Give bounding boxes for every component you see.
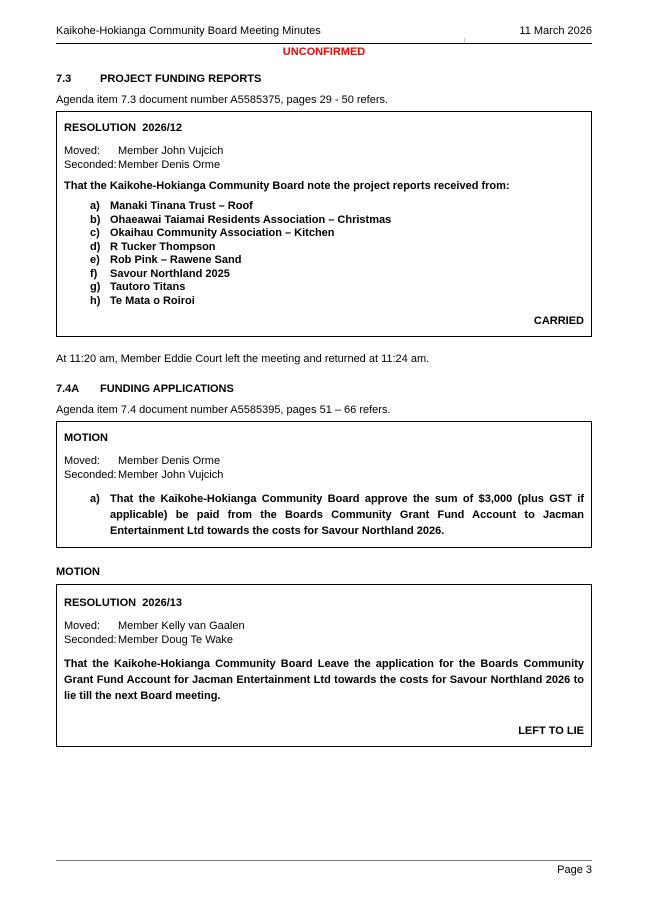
motion-clause-text: That the Kaikohe-Hokianga Community Board approve the sum of $3,000 (plus GST if applicable) be paid from the Boards Community Grant Fund Account to Jacman Entertainment Ltd towards the costs for Savour Northland 2026. (110, 493, 584, 537)
report-item (64, 241, 584, 255)
motion-clause-a (64, 491, 584, 539)
moved-row (64, 619, 584, 633)
report-item-text: Okaihau Community Association – Kitchen (110, 227, 335, 239)
attendance-note: At 11:20 am, Member Eddie Court left the meeting and returned at 11:24 am. (56, 353, 430, 365)
report-item (64, 281, 584, 295)
seconded-row (64, 468, 584, 482)
resolution-heading: RESOLUTION 2026/13 (64, 597, 182, 609)
report-item (64, 200, 584, 214)
report-item-label: f) (90, 267, 98, 280)
report-item (64, 268, 584, 282)
status-unconfirmed: UNCONFIRMED (282, 46, 366, 58)
report-item (64, 214, 584, 228)
resolution-2026-13-box (56, 584, 592, 747)
agenda-reference-7-3: Agenda item 7.3 document number A5585375, pages 29 - 50 refers. (56, 94, 389, 106)
movers-block (64, 454, 584, 482)
moved-by: Member John Vujcich (118, 145, 224, 157)
seconded-label: Seconded: (64, 469, 117, 481)
report-item-label: b) (90, 213, 101, 226)
agenda-reference-7-4: Agenda item 7.4 document number A5585395, pages 51 – 66 refers. (56, 404, 391, 416)
moved-row (64, 144, 584, 158)
section-number: 7.4A (56, 383, 80, 395)
resolution-2026-12-box (56, 111, 592, 337)
report-item-text: Tautoro Titans (110, 281, 186, 293)
resolution-preamble: That the Kaikohe-Hokianga Community Board note the project reports received from: (64, 180, 510, 192)
motion-1-box (56, 421, 592, 548)
section-7-4a-heading (56, 383, 592, 396)
motion-heading: MOTION (64, 432, 108, 444)
moved-label: Moved: (64, 145, 101, 157)
seconded-row (64, 158, 584, 172)
section-7-3-heading (56, 73, 592, 86)
outcome-carried: CARRIED (533, 315, 584, 327)
section-number: 7.3 (56, 73, 72, 85)
report-item-label: d) (90, 240, 101, 253)
report-item-text: Savour Northland 2025 (110, 267, 230, 280)
moved-by: Member Kelly van Gaalen (118, 620, 245, 632)
moved-by: Member Denis Orme (118, 455, 221, 467)
resolution-heading: RESOLUTION 2026/12 (64, 122, 182, 134)
report-item-text: Te Mata o Roiroi (110, 294, 195, 307)
movers-block (64, 619, 584, 647)
motion-clause-label: a) (90, 493, 100, 505)
seconded-label: Seconded: (64, 159, 117, 171)
seconded-label: Seconded: (64, 634, 117, 646)
footer-rule (56, 860, 592, 861)
section-title: PROJECT FUNDING REPORTS (100, 73, 262, 85)
section-title: FUNDING APPLICATIONS (100, 383, 234, 395)
header-cell-divider (464, 38, 465, 43)
report-item-text: Manaki Tinana Trust – Roof (110, 200, 253, 212)
header-date: 11 March 2026 (519, 25, 592, 37)
report-item-label: e) (90, 254, 100, 266)
page-number: Page 3 (557, 864, 592, 876)
header-title: Kaikohe-Hokianga Community Board Meeting Minutes (56, 25, 321, 37)
movers-block (64, 144, 584, 172)
seconded-by: Member Doug Te Wake (118, 634, 233, 646)
report-item-text: Rob Pink – Rawene Sand (110, 254, 242, 266)
seconded-row (64, 633, 584, 647)
outcome-left-to-lie: LEFT TO LIE (518, 725, 584, 737)
report-item (64, 295, 584, 309)
report-item-text: R Tucker Thompson (110, 240, 216, 253)
report-item (64, 254, 584, 268)
report-item-label: g) (90, 281, 101, 293)
moved-row (64, 454, 584, 468)
page-footer (56, 860, 592, 877)
report-item (64, 227, 584, 241)
seconded-by: Member Denis Orme (118, 159, 221, 171)
report-list (64, 200, 584, 308)
report-item-label: h) (90, 294, 101, 307)
page-header (56, 25, 592, 44)
motion-2-heading: MOTION (56, 566, 100, 578)
resolution-body: That the Kaikohe-Hokianga Community Board Leave the application for the Boards Community Grant Fund Account for Jacman Entertainment Ltd towards the costs for Savour Northland 2026 to lie till the next Board meeting. (64, 658, 584, 702)
report-item-label: c) (90, 227, 100, 239)
seconded-by: Member John Vujcich (118, 469, 224, 481)
report-item-text: Ohaeawai Taiamai Residents Association – Christmas (110, 213, 392, 226)
moved-label: Moved: (64, 455, 101, 467)
report-item-label: a) (90, 200, 100, 212)
moved-label: Moved: (64, 620, 101, 632)
